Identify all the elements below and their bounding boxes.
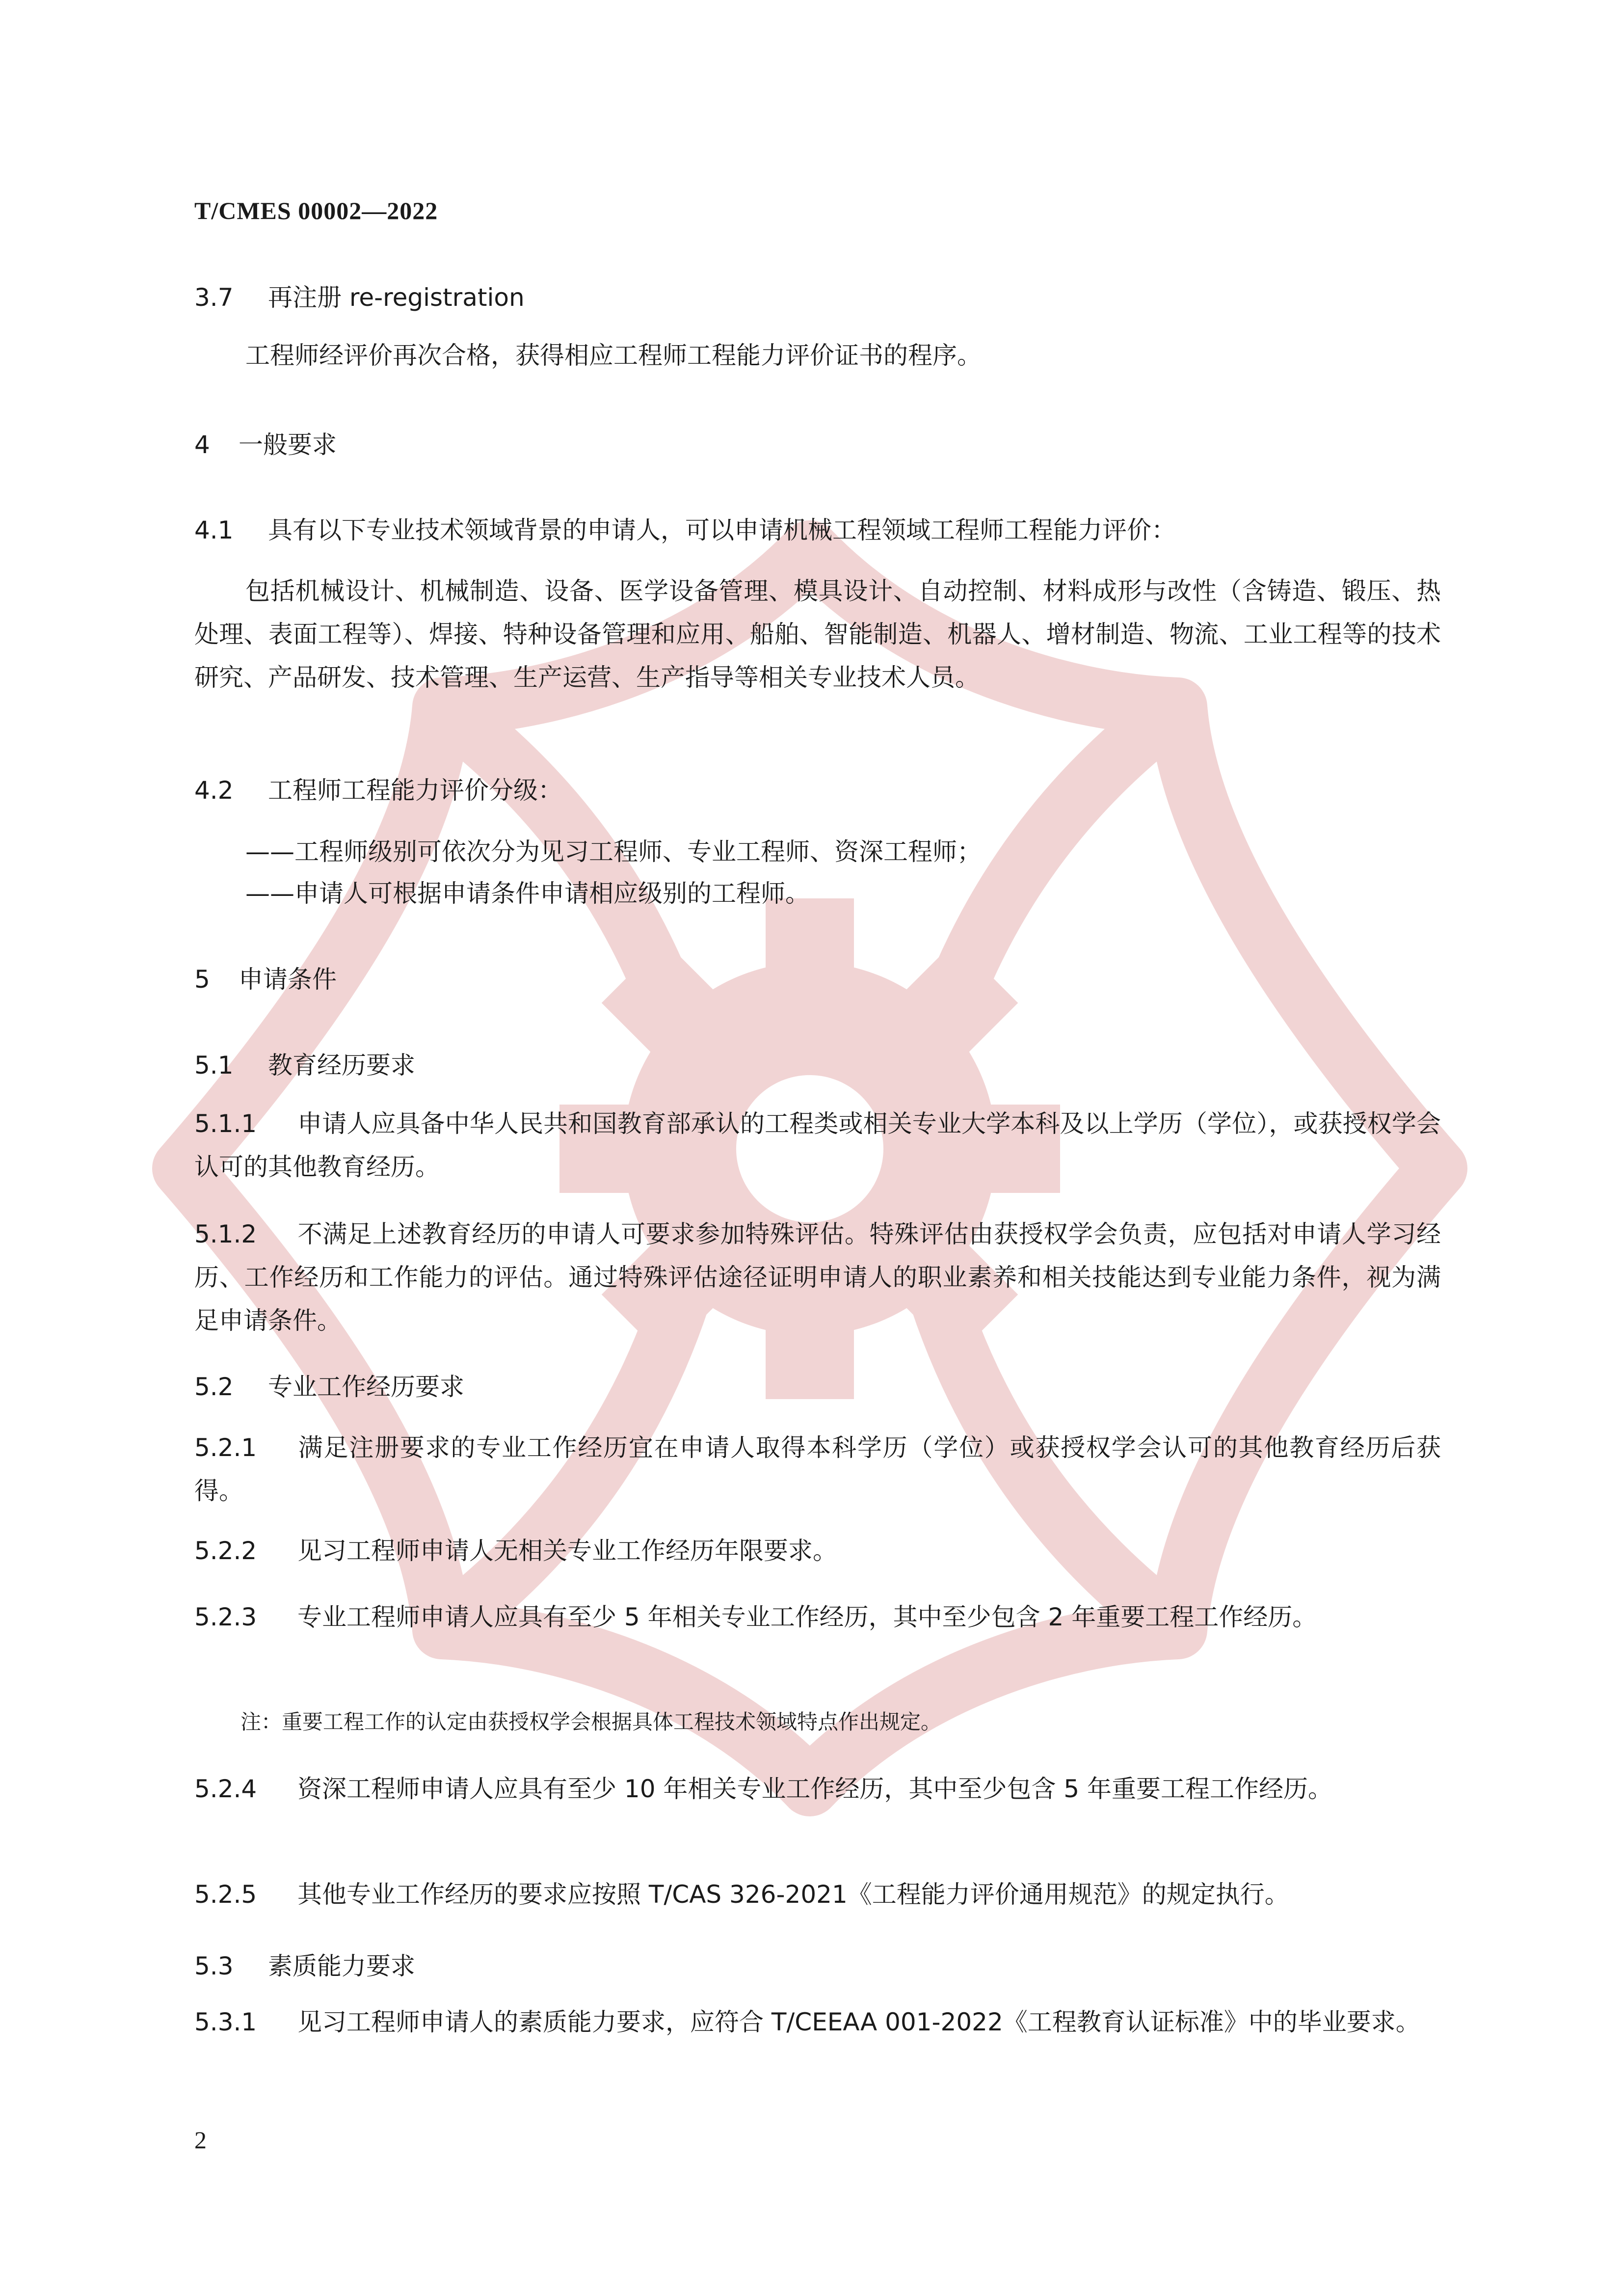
document-id-header: T/CMES 00002—2022 (194, 197, 438, 224)
section-5-2-1-paragraph (194, 1426, 1441, 1513)
section-5-2-3-paragraph (194, 1595, 1441, 1639)
section-number: 4.2 (194, 776, 234, 805)
section-3-7-heading (194, 278, 525, 313)
section-5-3-1-paragraph (194, 2000, 1441, 2044)
section-5-2-4-paragraph (194, 1767, 1441, 1810)
note-text: 注：重要工程工作的认定由获授权学会根据具体工程技术领域特点作出规定。 (240, 1710, 942, 1734)
section-number: 4 (194, 431, 210, 459)
clause-body: 满足注册要求的专业工作经历宜在申请人取得本科学历（学位）或获授权学会认可的其他教育经历后获得。 (194, 1433, 1441, 1505)
section-5-1-heading (194, 1046, 415, 1081)
section-number: 5.1 (194, 1051, 234, 1080)
section-number: 5.2 (194, 1373, 234, 1401)
clause-number: 5.3.1 (194, 2008, 257, 2036)
clause-body: 专业工程师申请人应具有至少 5 年相关专业工作经历，其中至少包含 2 年重要工程工作经历。 (297, 1603, 1317, 1631)
clause-body: 见习工程师申请人无相关专业工作经历年限要求。 (297, 1537, 837, 1565)
clause-number: 5.2.1 (194, 1433, 257, 1462)
clause-number: 5.2.3 (194, 1603, 257, 1631)
clause-number: 5.2.2 (194, 1537, 257, 1565)
clause-body: 资深工程师申请人应具有至少 10 年相关专业工作经历，其中至少包含 5 年重要工程工作经历。 (297, 1775, 1333, 1803)
section-5-1-2-paragraph (194, 1213, 1441, 1342)
section-title: 工程师工程能力评价分级： (268, 776, 562, 805)
section-number: 5 (194, 965, 210, 994)
clause-body: 申请人应具备中华人民共和国教育部承认的工程类或相关专业大学本科及以上学历（学位），或获授权学会认可的其他教育经历。 (194, 1109, 1441, 1181)
clause-number: 5.1.2 (194, 1220, 257, 1248)
section-5-3-heading (194, 1946, 415, 1982)
clause-body: 不满足上述教育经历的申请人可要求参加特殊评估。特殊评估由获授权学会负责，应包括对申请人学习经历、工作经历和工作能力的评估。通过特殊评估途径证明申请人的职业素养和相关技能达到专业能力条件，视为满足申请条件。 (194, 1220, 1441, 1335)
clause-number: 5.2.5 (194, 1880, 257, 1909)
section-title: 教育经历要求 (268, 1051, 415, 1080)
section-5-heading (194, 960, 337, 995)
section-5-2-heading (194, 1367, 464, 1403)
clause-number: 5.2.4 (194, 1775, 257, 1803)
clause-number: 5.1.1 (194, 1109, 257, 1138)
section-4-1-heading (194, 511, 1176, 546)
section-number: 5.3 (194, 1952, 234, 1980)
section-5-1-1-paragraph (194, 1102, 1441, 1189)
section-4-2-heading (194, 771, 562, 806)
section-4-1-body: 包括机械设计、机械制造、设备、医学设备管理、模具设计、自动控制、材料成形与改性（含铸造、锻压、热处理、表面工程等）、焊接、特种设备管理和应用、船舶、智能制造、机器人、增材制造、物流、工业工程等的技术研究、产品研发、技术管理、生产运营、生产指导等相关专业技术人员。 (194, 577, 1441, 692)
section-title: 再注册 re-registration (268, 283, 525, 312)
section-3-7-body: 工程师经评价再次合格，获得相应工程师工程能力评价证书的程序。 (245, 341, 982, 370)
section-title: 素质能力要求 (268, 1952, 415, 1980)
section-title: 专业工作经历要求 (268, 1373, 464, 1401)
section-title: 一般要求 (239, 431, 337, 459)
section-title: 申请条件 (239, 965, 337, 994)
list-item: ——工程师级别可依次分为见习工程师、专业工程师、资深工程师； (245, 837, 982, 866)
clause-body: 其他专业工作经历的要求应按照 T/CAS 326-2021《工程能力评价通用规范》的规定执行。 (297, 1880, 1289, 1909)
section-number: 4.1 (194, 516, 234, 544)
section-title: 具有以下专业技术领域背景的申请人，可以申请机械工程领域工程师工程能力评价： (268, 516, 1176, 544)
clause-body: 见习工程师申请人的素质能力要求，应符合 T/CEEAA 001-2022《工程教育认证标准》中的毕业要求。 (297, 2008, 1420, 2036)
page-number: 2 (194, 2126, 207, 2154)
section-5-2-5-paragraph (194, 1873, 1441, 1916)
section-5-2-2-paragraph (194, 1529, 1441, 1572)
section-number: 3.7 (194, 283, 234, 312)
list-item: ——申请人可根据申请条件申请相应级别的工程师。 (245, 879, 810, 908)
section-4-heading (194, 425, 337, 460)
